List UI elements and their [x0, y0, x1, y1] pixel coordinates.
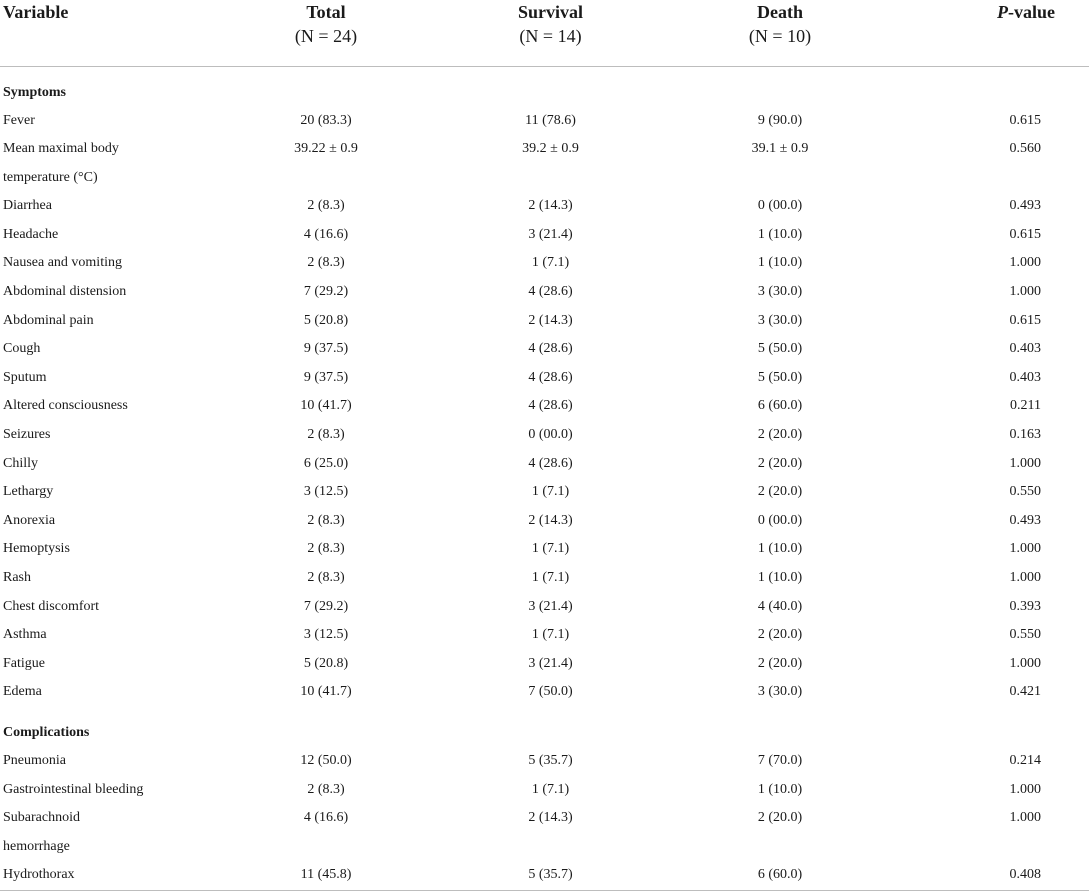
- cell-variable: Headache: [3, 226, 59, 242]
- table-row: [0, 249, 1089, 278]
- cell-variable-line: temperature (°C): [3, 169, 98, 185]
- header-variable: Variable: [3, 2, 69, 22]
- header-total-label: Total: [306, 2, 346, 22]
- cell-survival: 39.2 ± 0.9: [522, 141, 579, 157]
- cell-death: 1 (10.0): [757, 226, 803, 242]
- cell-variable: Fatigue: [3, 655, 45, 671]
- cell-variable: Edema: [3, 684, 42, 700]
- cell-survival: 5 (35.7): [437, 861, 664, 890]
- cell-death: 7 (70.0): [757, 752, 803, 768]
- table-row: [0, 593, 1089, 622]
- header-total-n: (N = 24): [294, 26, 358, 46]
- cell-death: 2 (20.0): [757, 627, 803, 643]
- cell-death: 2 (20.0): [757, 655, 803, 671]
- table-row: [0, 478, 1089, 507]
- table-row: [0, 421, 1089, 450]
- table-row: [0, 747, 1089, 776]
- table-row: [0, 621, 1089, 650]
- table-row: [0, 192, 1089, 221]
- cell-total: 9 (37.5): [303, 341, 349, 357]
- cell-p-value: 1.000: [1009, 810, 1041, 826]
- cell-survival: 4 (28.6): [528, 341, 573, 357]
- cell-death: 2 (20.0): [757, 484, 803, 500]
- cell-survival: 4 (28.6): [528, 369, 573, 385]
- cell-death: 0 (00.0): [757, 512, 803, 528]
- cell-variable: Asthma: [3, 627, 47, 643]
- cell-p-value: 0.493: [1009, 198, 1041, 214]
- cell-variable: Nausea and vomiting: [3, 255, 122, 271]
- cell-variable-line: Subarachnoid: [3, 810, 80, 826]
- cell-survival: 1 (7.1): [531, 781, 570, 797]
- cell-p-value: 0.615: [1009, 312, 1041, 328]
- cell-p-value: 0.393: [1009, 598, 1041, 614]
- cell-total: 2 (8.3): [307, 570, 345, 585]
- cell-total: 11 (45.8): [215, 861, 437, 890]
- cell-survival: 1 (7.1): [531, 255, 570, 271]
- cell-p-value: 0.550: [1009, 627, 1041, 643]
- table-row: [0, 678, 1089, 707]
- cell-death: 5 (50.0): [757, 341, 803, 357]
- cell-death: 0 (00.0): [757, 198, 803, 214]
- cell-survival: 4 (28.6): [528, 398, 573, 414]
- cell-total: 2 (8.3): [307, 541, 345, 557]
- cell-survival: 1 (7.1): [531, 570, 570, 585]
- cell-variable: Hemoptysis: [3, 541, 70, 557]
- cell-death: 6 (60.0): [664, 861, 896, 890]
- table-row: [0, 364, 1089, 393]
- cell-p-value: 0.214: [1009, 752, 1041, 768]
- cell-survival: 2 (14.3): [528, 512, 573, 528]
- cell-total: 10 (41.7): [300, 684, 352, 700]
- cell-p-value: 0.615: [1009, 112, 1041, 128]
- cell-survival: 3 (21.4): [528, 598, 573, 614]
- cell-variable: Abdominal pain: [3, 312, 94, 328]
- header-survival: [437, 0, 664, 66]
- cell-variable: Cough: [3, 341, 41, 357]
- cell-p-value: 1.000: [1009, 541, 1041, 557]
- header-p-rest: -value: [1008, 2, 1055, 22]
- cell-total: 2 (8.3): [307, 427, 345, 443]
- cell-survival: 4 (28.6): [528, 284, 573, 300]
- cell-total: 7 (29.2): [303, 598, 349, 614]
- cell-variable-line: Mean maximal body: [3, 141, 119, 157]
- section-header-row: [0, 707, 1089, 747]
- cell-death: 1 (10.0): [757, 781, 803, 797]
- section-header-row: [0, 66, 1089, 107]
- cell-total: 4 (16.6): [303, 226, 349, 242]
- cell-p-value: 0.403: [1009, 369, 1041, 385]
- cell-death: 2 (20.0): [757, 455, 803, 471]
- cell-variable: Rash: [3, 570, 31, 585]
- cell-variable: Chilly: [3, 455, 39, 471]
- cell-survival: 4 (28.6): [528, 455, 573, 471]
- cell-p-value: 0.421: [1009, 684, 1041, 700]
- cell-death: 3 (30.0): [757, 284, 803, 300]
- header-death: [664, 0, 896, 66]
- table-row: [0, 307, 1089, 336]
- table-row: [0, 221, 1089, 250]
- cell-variable: [0, 135, 215, 192]
- cell-variable: Chest discomfort: [3, 598, 100, 614]
- header-p-letter: P: [997, 2, 1008, 22]
- cell-total: 5 (20.8): [303, 312, 349, 328]
- cell-p-value: 1.000: [1009, 255, 1041, 271]
- cell-p-value: 0.163: [1009, 427, 1041, 443]
- cell-variable: Pneumonia: [3, 752, 66, 768]
- cell-variable: [0, 804, 215, 861]
- cell-survival: 1 (7.1): [531, 541, 570, 557]
- header-p-value: [896, 0, 1089, 66]
- cell-survival: 3 (21.4): [528, 655, 573, 671]
- table-row: [0, 392, 1089, 421]
- cell-total: 2 (8.3): [307, 255, 345, 271]
- cell-total: 39.22 ± 0.9: [294, 141, 358, 157]
- cell-p-value: 1.000: [1009, 655, 1041, 671]
- cell-survival: 3 (21.4): [528, 226, 573, 242]
- header-row: [0, 0, 1089, 66]
- cell-total: 2 (8.3): [307, 512, 345, 528]
- cell-death: 5 (50.0): [757, 369, 803, 385]
- cell-total: 3 (12.5): [303, 627, 349, 643]
- cell-p-value: 0.403: [1009, 341, 1041, 357]
- header-death-label: Death: [757, 2, 803, 22]
- cell-p-value: 0.615: [1009, 226, 1041, 242]
- cell-survival: 2 (14.3): [528, 198, 573, 214]
- header-survival-n: (N = 14): [519, 26, 582, 46]
- table-row: [0, 776, 1089, 805]
- cell-variable: Fever: [3, 112, 35, 128]
- cell-death: 1 (10.0): [757, 570, 803, 585]
- cell-p-value: 0.211: [1010, 398, 1041, 414]
- cell-death: 4 (40.0): [757, 598, 803, 614]
- table-row: [0, 135, 1089, 192]
- cell-death: 3 (30.0): [757, 684, 803, 700]
- cell-p-value: 1.000: [1009, 284, 1041, 300]
- cell-variable: Abdominal distension: [3, 284, 127, 300]
- cell-total: 6 (25.0): [303, 455, 349, 471]
- header-survival-label: Survival: [517, 2, 583, 22]
- cell-survival: 2 (14.3): [528, 312, 573, 328]
- header-total: [215, 0, 437, 66]
- cell-survival: 5 (35.7): [528, 752, 573, 768]
- cell-variable: Hydrothorax: [0, 861, 215, 890]
- cell-total: 4 (16.6): [303, 810, 349, 826]
- cell-survival: 11 (78.6): [525, 112, 576, 128]
- cell-death: 1 (10.0): [757, 541, 803, 557]
- cell-total: 9 (37.5): [303, 369, 349, 385]
- table-body: [0, 66, 1089, 890]
- cell-death: 1 (10.0): [757, 255, 803, 271]
- cell-death: 2 (20.0): [757, 810, 803, 826]
- cell-p-value: 0.408: [896, 861, 1089, 890]
- cell-p-value: 1.000: [1009, 570, 1041, 585]
- header-death-n: (N = 10): [748, 26, 812, 46]
- cell-variable: Altered consciousness: [3, 398, 128, 414]
- cell-total: 20 (83.3): [300, 112, 352, 128]
- cell-variable-line: hemorrhage: [3, 838, 70, 854]
- cell-total: 12 (50.0): [300, 752, 352, 768]
- cell-death: 2 (20.0): [757, 427, 803, 443]
- cell-total: 5 (20.8): [303, 655, 349, 671]
- cell-variable: Seizures: [3, 427, 51, 443]
- cell-total: 2 (8.3): [307, 198, 345, 214]
- table-row: [0, 861, 1089, 890]
- table-row: [0, 450, 1089, 479]
- cell-death: 3 (30.0): [757, 312, 803, 328]
- cell-variable: Anorexia: [3, 512, 56, 528]
- table-row: [0, 335, 1089, 364]
- table-row: [0, 650, 1089, 679]
- cell-total: 2 (8.3): [307, 781, 345, 797]
- cell-death: 39.1 ± 0.9: [751, 141, 809, 157]
- cell-survival: 1 (7.1): [531, 627, 570, 643]
- cell-p-value: 1.000: [1009, 781, 1041, 797]
- table-row: [0, 507, 1089, 536]
- cell-survival: 2 (14.3): [528, 810, 573, 826]
- cell-p-value: 0.493: [1009, 512, 1041, 528]
- cell-variable: Diarrhea: [3, 198, 52, 214]
- cell-total: 7 (29.2): [303, 284, 349, 300]
- cell-total: 10 (41.7): [300, 398, 352, 414]
- section-title: Symptoms: [3, 84, 67, 100]
- table-row: [0, 804, 1089, 861]
- cell-survival: 0 (00.0): [528, 427, 573, 443]
- table-row: [0, 535, 1089, 564]
- cell-total: 3 (12.5): [303, 484, 349, 500]
- cell-variable: Lethargy: [3, 484, 54, 500]
- cell-variable: Sputum: [3, 369, 47, 385]
- cell-survival: 7 (50.0): [528, 684, 573, 700]
- cell-death: 6 (60.0): [757, 398, 803, 414]
- table-row: [0, 278, 1089, 307]
- cell-p-value: 0.560: [1009, 141, 1041, 157]
- section-title: Complications: [3, 724, 90, 740]
- table-row: [0, 564, 1089, 593]
- cell-variable: Gastrointestinal bleeding: [3, 781, 144, 797]
- cell-death: 9 (90.0): [757, 112, 803, 128]
- table-row: [0, 107, 1089, 136]
- cell-survival: 1 (7.1): [531, 484, 570, 500]
- cell-p-value: 1.000: [1009, 455, 1041, 471]
- cell-p-value: 0.550: [1009, 484, 1041, 500]
